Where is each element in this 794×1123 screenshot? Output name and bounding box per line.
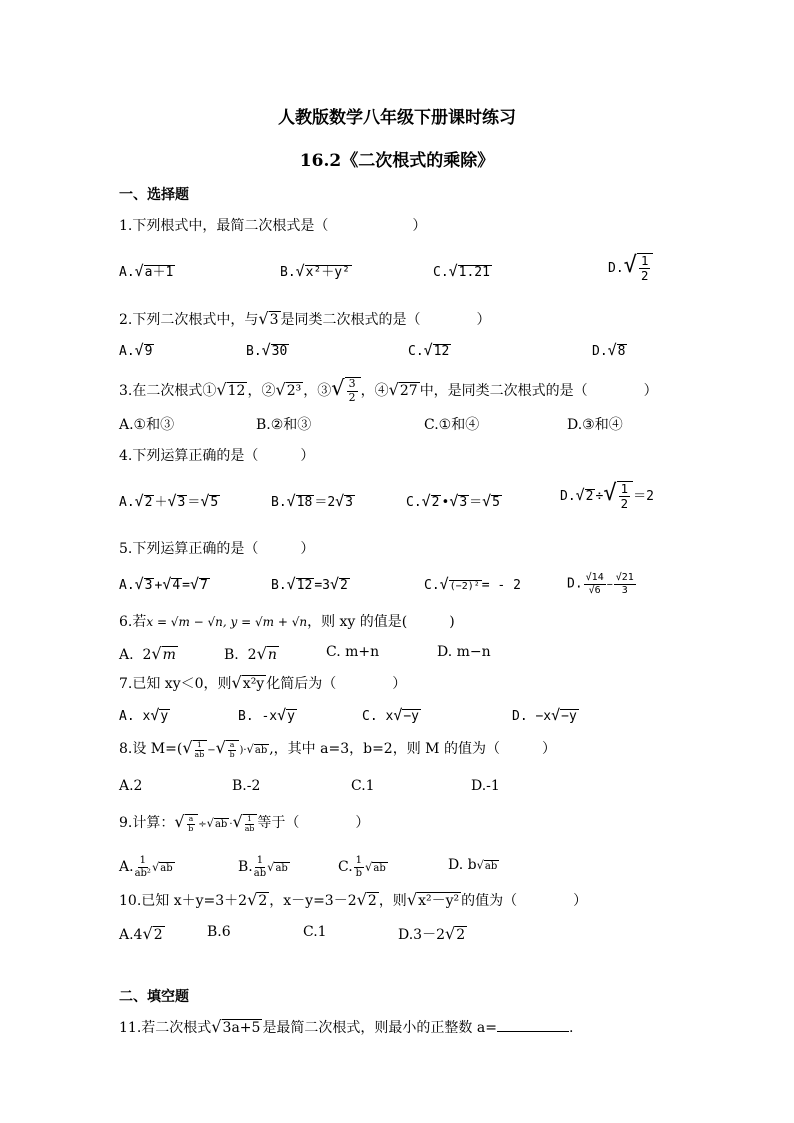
question-6: 6.若x = √m − √n, y = √m + √n，则 xy 的值是( ): [119, 614, 455, 630]
q3-option-b: B.②和③: [256, 417, 312, 433]
question-7: 7.已知 xy＜0，则√x²y 化简后为（ ）: [119, 673, 407, 692]
q8-option-a: A.2: [119, 778, 143, 794]
q5-option-d: D. $\frac{√14}{√6}$ − $\frac{√21}{3}$: [567, 572, 634, 596]
q9-option-b: B. $\frac{1}{ab}$ √ab: [238, 855, 288, 879]
q9-option-c: C. $\frac{1}{b}$ √ab: [338, 855, 386, 879]
q4-option-c: C.√2 •√3 ＝√5: [406, 492, 500, 510]
q7-option-c: C. x√−y: [362, 706, 419, 724]
q2-option-c: C.√12: [408, 341, 450, 359]
q6-option-b: B. 2√n: [224, 644, 277, 663]
section-choice-title: 一、选择题: [119, 187, 189, 203]
question-8: 8.设 M=(√ $\frac{1}{ab}$ −√ $\frac{a}{b}$ )·√ab ,，其中 a=3，b=2，则 M 的值为（ ）: [119, 738, 556, 759]
answer-blank[interactable]: [497, 1019, 569, 1032]
q10-option-c: C.1: [303, 924, 327, 940]
q7-option-b: B. -x√y: [238, 706, 295, 724]
q4-option-b: B.√18 ＝2√3: [271, 492, 353, 510]
question-11: 11.若二次根式√3a+5 是最简二次根式，则最小的正整数 a= .: [119, 1017, 574, 1036]
q3-option-a: A.①和③: [119, 417, 175, 433]
section-fill-title: 二、填空题: [119, 989, 189, 1005]
q5-option-c: C.√(−2)² = - 2: [424, 575, 521, 593]
page-subtitle: 16.2《二次根式的乘除》: [299, 151, 495, 171]
q1-option-d: D.√ $\frac{1}{2}$: [608, 252, 653, 283]
q5-option-a: A.√3 +√4 =√7: [119, 575, 208, 593]
q4-option-a: A.√2 ＋√3 ＝√5: [119, 492, 219, 510]
q5-option-b: B.√12 =3√2: [271, 575, 348, 593]
q6-option-a: A. 2√m: [119, 644, 176, 663]
question-4: 4.下列运算正确的是（ ）: [119, 448, 315, 464]
q10-option-d: D.3－2√2: [398, 924, 466, 943]
q4-option-d: D.√2 ÷√ $\frac{1}{2}$ ＝2: [560, 480, 654, 511]
question-9: 9.计算：√ $\frac{a}{b}$ ÷√ab ·√ $\frac{1}{ab}$ 等于（ ）: [119, 812, 370, 833]
question-10: 10.已知 x＋y=3＋2√2 ，x－y=3－2√2 ，则√x²－y² 的值为（ ）: [119, 890, 588, 909]
q1-option-b: B.√x²＋y²: [280, 262, 350, 280]
q3-option-d: D.③和④: [567, 417, 623, 433]
q10-option-b: B.6: [207, 924, 231, 940]
q7-option-d: D. −x√−y: [512, 706, 577, 724]
q1-option-a: A.√a＋1: [119, 262, 174, 280]
q2-option-a: A.√9: [119, 341, 153, 359]
q2-option-b: B.√30: [246, 341, 288, 359]
q6-option-c: C. m+n: [326, 644, 380, 660]
q8-option-c: C.1: [351, 778, 375, 794]
q2-option-d: D.√8: [592, 341, 626, 359]
question-1: 1.下列根式中，最简二次根式是（ ）: [119, 218, 427, 234]
q9-option-d: D. b√ab: [448, 857, 498, 873]
q8-option-b: B.-2: [232, 778, 261, 794]
question-3: 3.在二次根式①√12 ，②√2³ ，③√ $\frac{3}{2}$ ，④√27 中，是同类二次根式的是（ ）: [119, 376, 658, 404]
question-2: 2.下列二次根式中，与√3 是同类二次根式的是（ ）: [119, 309, 491, 328]
q1-option-c: C.√1.21: [433, 262, 490, 280]
page-title: 人教版数学八年级下册课时练习: [278, 108, 516, 128]
q6-option-d: D. m−n: [437, 644, 491, 660]
q7-option-a: A. x√y: [119, 706, 169, 724]
q3-option-c: C.①和④: [424, 417, 480, 433]
question-5: 5.下列运算正确的是（ ）: [119, 541, 315, 557]
q10-option-a: A.4√2: [119, 924, 163, 943]
q8-option-d: D.-1: [471, 778, 500, 794]
q9-option-a: A. $\frac{1}{\text{ab²}}$ √ab: [119, 855, 173, 879]
